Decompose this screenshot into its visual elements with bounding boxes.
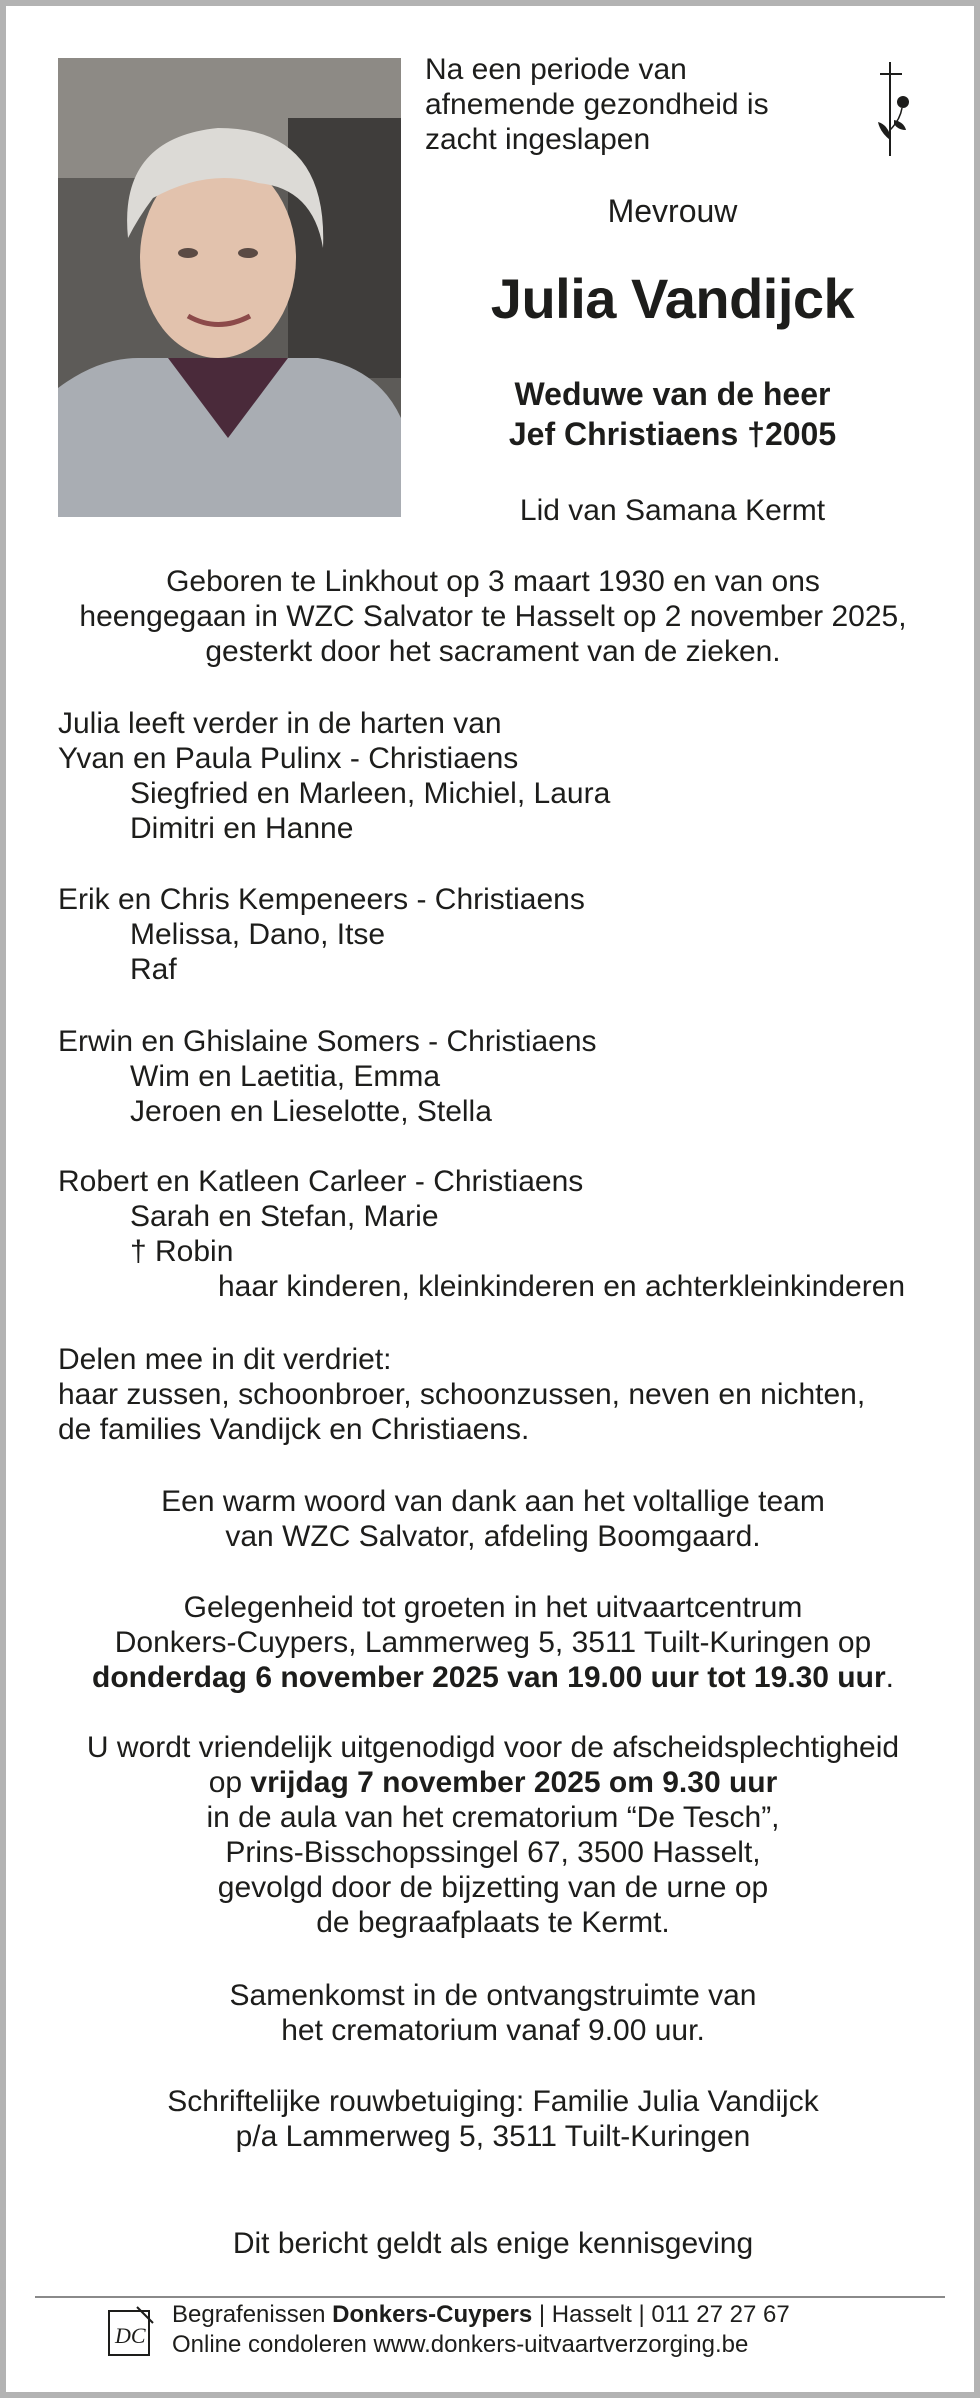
footer-text: [172, 2300, 932, 2360]
ceremony-line: U wordt vriendelijk uitgenodigd voor de afscheidsplechtigheid: [86, 1731, 900, 1764]
family-parents: Erik en Chris Kempeneers - Christiaens: [58, 883, 585, 916]
funeral-home-logo-icon: [107, 2305, 155, 2357]
funeral-home-name: Donkers-Cuypers: [332, 2301, 533, 2328]
visitation-line: Gelegenheid tot groeten in het uitvaartcentrum: [183, 1591, 803, 1624]
intro-text: [425, 52, 825, 157]
visitation-line: [58, 1660, 928, 1695]
family-child: Wim en Laetitia, Emma: [130, 1060, 441, 1093]
portrait-photo: [58, 58, 401, 517]
widow-statement: [420, 374, 925, 454]
footer-website: Online condoleren www.donkers-uitvaartverzorging.be: [172, 2331, 749, 2358]
gathering-paragraph: [58, 1978, 928, 2048]
condolence-line: Schriftelijke rouwbetuiging: Familie Julia Vandijck: [167, 2085, 819, 2118]
deceased-name: Julia Vandijck: [490, 267, 855, 330]
visitation-paragraph: [58, 1590, 928, 1695]
sharing-paragraph: [58, 1342, 928, 1447]
ceremony-datetime: vrijdag 7 november 2025 om 9.30 uur: [250, 1766, 778, 1799]
family-intro: Julia leeft verder in de harten van: [58, 707, 502, 740]
birth-paragraph: [58, 564, 928, 669]
footer-divider: [35, 2296, 945, 2298]
family-closing: haar kinderen, kleinkinderen en achterkleinkinderen: [218, 1270, 906, 1303]
ceremony-line: in de aula van het crematorium “De Tesch”,: [206, 1801, 780, 1834]
ceremony-line: [58, 1765, 928, 1800]
ceremony-prefix: op: [208, 1766, 251, 1799]
sharing-line: Delen mee in dit verdriet:: [58, 1343, 392, 1376]
family-group: [58, 1164, 928, 1304]
ceremony-line: de begraafplaats te Kermt.: [316, 1906, 670, 1939]
footer-prefix: Begrafenissen: [172, 2301, 333, 2328]
birth-line: gesterkt door het sacrament van de zieken.: [205, 635, 781, 668]
family-child: Raf: [130, 953, 177, 986]
family-section: [58, 706, 928, 846]
family-parents: Yvan en Paula Pulinx - Christiaens: [58, 742, 519, 775]
thanks-paragraph: [58, 1484, 928, 1554]
footer-contact: | Hasselt | 011 27 27 67: [532, 2301, 790, 2328]
birth-line: heengegaan in WZC Salvator te Hasselt op 2 november 2025,: [79, 600, 907, 633]
widow-line: Weduwe van de heer: [514, 376, 831, 412]
visitation-period: .: [885, 1661, 894, 1694]
visitation-datetime: donderdag 6 november 2025 van 19.00 uur tot 19.30 uur: [92, 1661, 886, 1694]
family-child: Sarah en Stefan, Marie: [130, 1200, 439, 1233]
family-child: † Robin: [130, 1235, 234, 1268]
sharing-line: de families Vandijck en Christiaens.: [58, 1413, 530, 1446]
notice: Dit bericht geldt als enige kennisgeving: [232, 2227, 754, 2260]
gathering-line: het crematorium vanaf 9.00 uur.: [281, 2014, 705, 2047]
thanks-line: Een warm woord van dank aan het voltallige team: [161, 1485, 825, 1518]
family-group: [58, 882, 928, 987]
widow-line: Jef Christiaens †2005: [508, 416, 837, 452]
family-child: Dimitri en Hanne: [130, 812, 354, 845]
ceremony-line: gevolgd door de bijzetting van de urne op: [217, 1871, 769, 1904]
logo-text: DC: [115, 2323, 146, 2348]
condolence-paragraph: [58, 2084, 928, 2154]
family-parents: Erwin en Ghislaine Somers - Christiaens: [58, 1025, 597, 1058]
intro-line: afnemende gezondheid is: [425, 88, 769, 121]
family-group: [58, 1024, 928, 1129]
family-child: Jeroen en Lieselotte, Stella: [130, 1095, 492, 1128]
footer-line1: [172, 2300, 932, 2330]
intro-line: Na een periode van: [425, 53, 687, 86]
birth-line: Geboren te Linkhout op 3 maart 1930 en van ons: [166, 565, 820, 598]
intro-line: zacht ingeslapen: [425, 123, 651, 156]
visitation-line: Donkers-Cuypers, Lammerweg 5, 3511 Tuilt-Kuringen op: [114, 1626, 872, 1659]
cross-with-rose-icon: [872, 60, 916, 160]
membership: Lid van Samana Kermt: [519, 494, 826, 527]
gathering-line: Samenkomst in de ontvangstruimte van: [229, 1979, 757, 2012]
salutation: Mevrouw: [607, 193, 738, 229]
ceremony-paragraph: [58, 1730, 928, 1940]
family-parents: Robert en Katleen Carleer - Christiaens: [58, 1165, 584, 1198]
family-child: Siegfried en Marleen, Michiel, Laura: [130, 777, 611, 810]
family-child: Melissa, Dano, Itse: [130, 918, 386, 951]
sharing-line: haar zussen, schoonbroer, schoonzussen, neven en nichten,: [58, 1378, 866, 1411]
thanks-line: van WZC Salvator, afdeling Boomgaard.: [225, 1520, 761, 1553]
ceremony-line: Prins-Bisschopssingel 67, 3500 Hasselt,: [225, 1836, 761, 1869]
condolence-line: p/a Lammerweg 5, 3511 Tuilt-Kuringen: [235, 2120, 751, 2153]
